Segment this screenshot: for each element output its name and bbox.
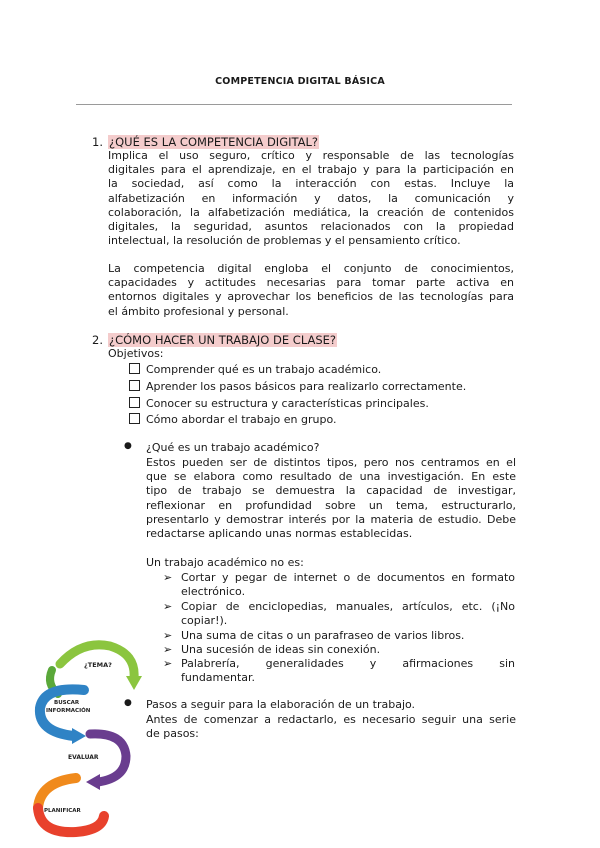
paragraph-line: tipo de trabajo se demuestra la capacidad de investigar,: [146, 484, 516, 498]
not-list-item: [163, 600, 515, 628]
arrow-bullet-icon: ➢: [163, 571, 173, 584]
paragraph-line: La competencia digital engloba el conjunto de conocimientos,: [108, 262, 514, 275]
objective-item: Comprender qué es un trabajo académico.: [129, 363, 381, 377]
checkbox-icon: [129, 363, 140, 374]
cycle-arrowhead-green: [126, 676, 142, 690]
not-list-item-text: copiar!).: [181, 614, 228, 627]
section-2-heading: ¿CÓMO HACER UN TRABAJO DE CLASE?: [109, 333, 337, 347]
not-list-item-text: Una suma de citas o un parafraseo de varios libros.: [181, 629, 465, 642]
objective-item: Conocer su estructura y características principales.: [129, 397, 429, 411]
cycle-label-tema: ¿TEMA?: [84, 661, 112, 669]
document-title: COMPETENCIA DIGITAL BÁSICA: [215, 76, 385, 87]
paragraph-line: digitales para el aprendizaje, en el trabajo y para la participación en: [108, 163, 514, 177]
title-divider: [76, 104, 512, 105]
arrow-bullet-icon: ➢: [163, 643, 173, 656]
not-list-item-text: Una sucesión de ideas sin conexión.: [181, 643, 381, 656]
bullet-1-heading: ¿Qué es un trabajo académico?: [146, 441, 320, 454]
paragraph-line: de pasos:: [146, 727, 199, 741]
cycle-arrow-orange: [38, 778, 76, 808]
not-list-item-text: Cortar y pegar de internet o de documentos en formato: [181, 571, 515, 584]
not-list-item: [163, 571, 515, 599]
checkbox-icon: [129, 380, 140, 391]
section-1-number: 1.: [92, 135, 103, 149]
objective-item: Cómo abordar el trabajo en grupo.: [129, 413, 337, 427]
arrow-bullet-icon: ➢: [163, 629, 173, 642]
not-list-item-text: fundamentar.: [181, 671, 256, 684]
not-list-item: [163, 657, 515, 685]
not-list-item-text: electrónico.: [181, 585, 246, 598]
bullet-icon: ●: [124, 698, 132, 708]
not-list-label: Un trabajo académico no es:: [146, 556, 304, 569]
paragraph-line: la sociedad, así como la interacción con estas. Incluye la: [108, 177, 514, 191]
not-list-item-text: Copiar de enciclopedias, manuales, artículos, etc. (¡No: [181, 600, 515, 613]
section-2-number: 2.: [92, 333, 103, 347]
checkbox-icon: [129, 397, 140, 408]
paragraph-line: Antes de comenzar a redactarlo, es necesario seguir una serie: [146, 713, 516, 726]
paragraph-line: reflexionar en profundidad sobre un tema, estructurarlo,: [146, 498, 516, 512]
section-1-paragraph-1: [108, 149, 514, 248]
paragraph-line: Implica el uso seguro, crítico y responsable de las tecnologías: [108, 149, 514, 162]
not-list-item-text: Palabrería, generalidades y afirmaciones sin: [181, 657, 515, 670]
paragraph-line: que se elabora como resultado de una investigación. En este: [146, 470, 516, 484]
research-cycle-graphic: [32, 632, 148, 838]
paragraph-line: Estos pueden ser de distintos tipos, pero nos centramos en el: [146, 456, 516, 469]
cycle-arrowhead-purple: [86, 774, 100, 790]
objective-item: Aprender los pasos básicos para realizarlo correctamente.: [129, 380, 466, 394]
paragraph-line: presentarlo y demostrar interés por la materia de estudio. Debe: [146, 512, 516, 526]
arrow-bullet-icon: ➢: [163, 657, 173, 670]
cycle-label-buscar: BUSCAR: [54, 700, 80, 706]
paragraph-line: intelectual, la resolución de problemas y el pensamiento crítico.: [108, 234, 461, 248]
not-list-item: [163, 643, 515, 657]
checkbox-icon: [129, 413, 140, 424]
bullet-2-paragraph: [146, 713, 516, 741]
paragraph-line: colaboración, la alfabetización mediática, la creación de contenidos: [108, 205, 514, 219]
paragraph-line: entornos digitales y aprovechar los beneficios de las tecnologías para: [108, 290, 514, 304]
section-1-paragraph-2: [108, 262, 514, 319]
cycle-label-informacion: INFORMACIÓN: [46, 708, 91, 714]
not-list-item: [163, 629, 515, 643]
paragraph-line: digitales, la seguridad, asuntos relacionados con la propiedad: [108, 220, 514, 234]
paragraph-line: capacidades y actitudes necesarias para tomar parte activa en: [108, 276, 514, 290]
bullet-icon: ●: [124, 441, 132, 451]
section-1-heading: ¿QUÉ ES LA COMPETENCIA DIGITAL?: [109, 135, 319, 149]
cycle-label-evaluar: EVALUAR: [68, 754, 99, 761]
bullet-1-paragraph: [146, 456, 516, 541]
cycle-label-planificar: PLANIFICAR: [44, 808, 81, 814]
paragraph-line: alfabetización en información y datos, la comunicación y: [108, 191, 514, 205]
paragraph-line: redactarse aplicando unas normas establecidas.: [146, 527, 413, 541]
arrow-bullet-icon: ➢: [163, 600, 173, 613]
objectives-label: Objetivos:: [108, 347, 164, 360]
cycle-arrowhead-blue: [72, 728, 86, 744]
paragraph-line: el ámbito profesional y personal.: [108, 304, 289, 318]
bullet-2-heading: Pasos a seguir para la elaboración de un trabajo.: [146, 698, 416, 711]
